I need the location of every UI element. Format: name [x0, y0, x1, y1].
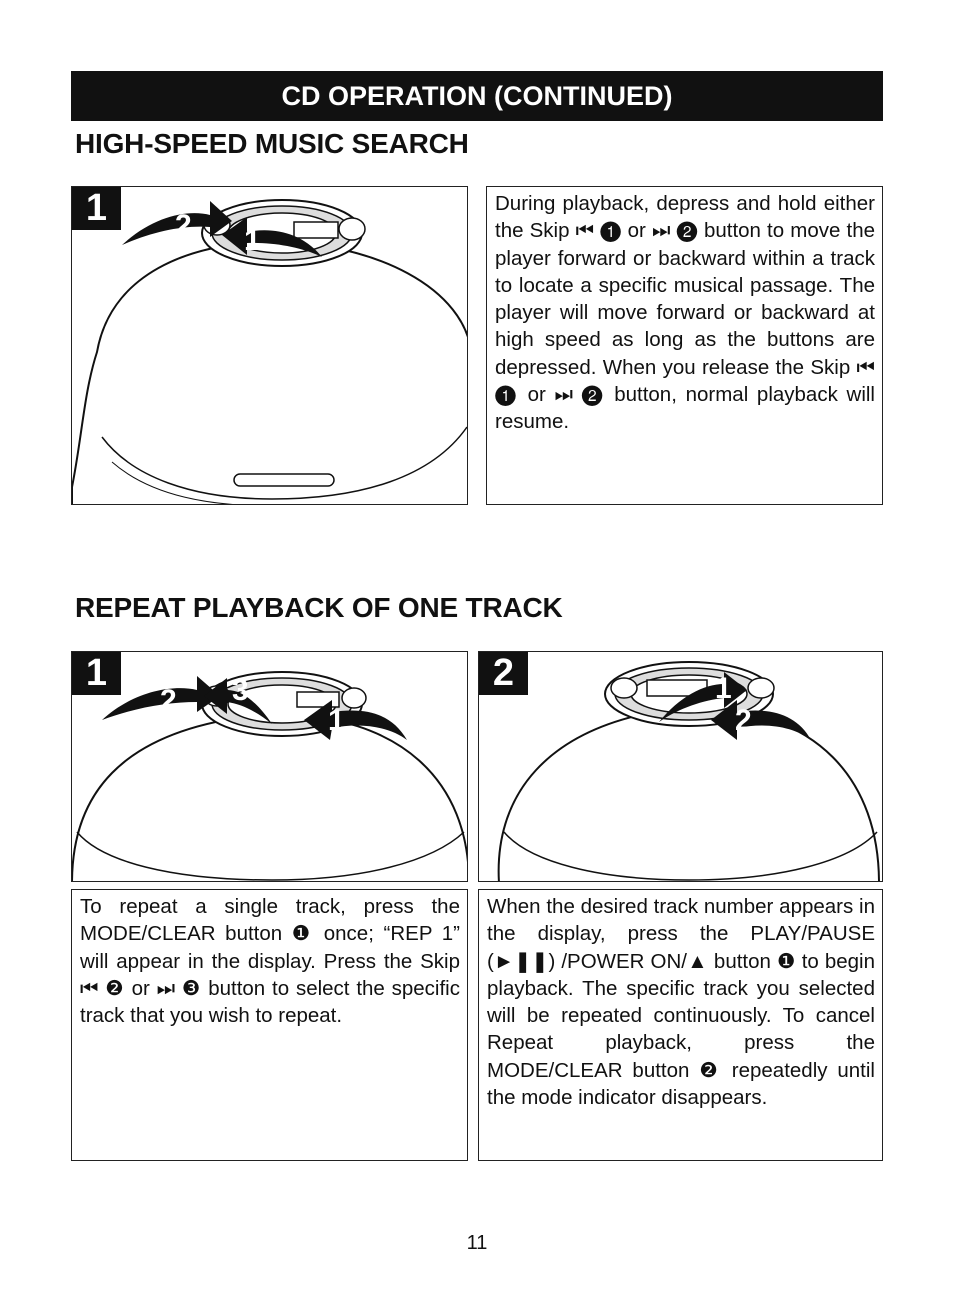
section-title-high-speed-search: HIGH-SPEED MUSIC SEARCH — [75, 128, 469, 159]
step-number-badge: 1 — [72, 652, 121, 695]
repeat-step-1-instructions: To repeat a single track, press the MODE/CLEAR button ❶ once; “REP 1” will appear in the display. Press the Skip ⏮ ❷ or ⏭ ❸ button to select the specific track that you wish to repeat. — [80, 895, 460, 1028]
page-number: 11 — [466, 1232, 488, 1254]
text-box-search — [486, 186, 883, 505]
text-box-repeat-step-1 — [71, 889, 468, 1161]
illustration-repeat-step-1 — [71, 651, 468, 882]
callout-1: 1 — [244, 224, 261, 257]
step-number-badge: 1 — [72, 187, 121, 230]
repeat-step-2-instructions: When the desired track number appears in the display, press the PLAY/PAUSE (►❚❚) /POWER ON/▲ button ❶ to begin playback. The specific track you selected will be repeated continuously. To cancel Repeat playback, press the MODE/CLEAR button ❷ repeatedly until the mode indicator disappears. — [487, 895, 875, 1110]
callout-2: 2 — [735, 704, 752, 737]
search-instructions: During playback, depress and hold either the Skip ⏮ ❶ or ⏭ ❷ button to move the player forward or backward within a track to locate a specific musical passage. The player will move forward or backward at high speed as long as the buttons are depressed. When you release the Skip ⏮ ❶ or ⏭ ❷ button, normal playback will resume. — [495, 192, 875, 434]
callout-1: 1 — [715, 672, 732, 705]
section-banner: CD OPERATION (CONTINUED) — [71, 71, 883, 121]
section-title-repeat-one-track: REPEAT PLAYBACK OF ONE TRACK — [75, 592, 563, 623]
callout-2: 2 — [175, 209, 192, 242]
callout-3: 3 — [232, 674, 249, 707]
text-box-repeat-step-2 — [478, 889, 883, 1161]
cd-player-drawing — [72, 187, 468, 505]
callout-1: 1 — [328, 704, 345, 737]
illustration-repeat-step-2 — [478, 651, 883, 882]
callout-2: 2 — [160, 684, 177, 717]
illustration-search-step-1 — [71, 186, 468, 505]
cd-player-drawing — [479, 652, 883, 882]
cd-player-drawing — [72, 652, 468, 882]
step-number-badge: 2 — [479, 652, 528, 695]
